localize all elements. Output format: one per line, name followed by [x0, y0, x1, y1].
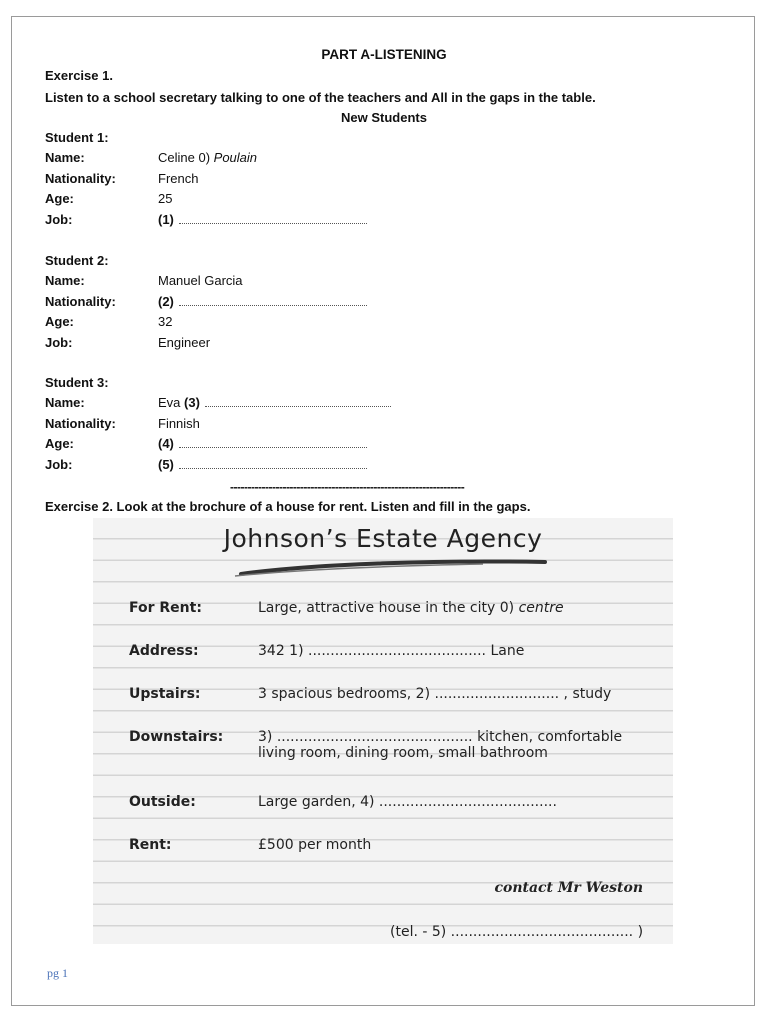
- answer-blank-field[interactable]: [179, 213, 367, 224]
- brochure-value-text: 342 1) ........................................ Lane: [258, 643, 525, 659]
- answer-blank-field[interactable]: [205, 396, 391, 407]
- field-label: Age:: [45, 314, 74, 329]
- field-value: [158, 211, 367, 229]
- brochure-value: [258, 600, 564, 616]
- student-row: [45, 435, 645, 453]
- brochure-label: Downstairs:: [129, 729, 224, 745]
- field-label: Age:: [45, 191, 74, 206]
- page-number: pg 1: [47, 966, 68, 980]
- example-answer: Poulain: [213, 150, 258, 165]
- field-value-text: Finnish: [158, 415, 200, 431]
- brochure-label: Rent:: [129, 837, 172, 853]
- brochure-title-underline: [233, 556, 553, 578]
- brochure-label: Address:: [129, 643, 199, 659]
- brochure-value: [258, 837, 371, 853]
- page-heading: PART A-LISTENING: [321, 47, 447, 62]
- field-value: [158, 170, 198, 188]
- brochure-value: [258, 643, 524, 659]
- field-label: Job:: [45, 456, 73, 472]
- student-row: [45, 394, 645, 412]
- exercise1-title: Exercise 1.: [45, 68, 113, 83]
- field-label: Name:: [45, 150, 85, 165]
- answer-blank-field[interactable]: [179, 295, 367, 306]
- field-value: [158, 313, 172, 331]
- student-row: [45, 313, 645, 331]
- student-row: [45, 272, 645, 290]
- field-value-text: Engineer: [158, 334, 211, 350]
- field-label: Name:: [45, 395, 85, 410]
- field-label: Nationality:: [45, 415, 116, 431]
- student-row: [45, 415, 645, 433]
- field-value: [158, 272, 243, 290]
- field-value: [158, 415, 200, 433]
- student-row: [45, 190, 645, 208]
- brochure-value: [258, 794, 557, 810]
- field-label: Nationality:: [45, 170, 116, 186]
- example-answer: centre: [518, 600, 564, 616]
- field-value-text: Celine 0): [158, 150, 211, 165]
- brochure-value-text: 3 spacious bedrooms, 2) ............................ , study: [258, 686, 612, 702]
- student-row: [45, 456, 645, 474]
- student-header: Student 2:: [45, 253, 109, 268]
- field-label: Job:: [45, 211, 73, 227]
- brochure-label: For Rent:: [129, 600, 202, 616]
- brochure-value-text: Large, attractive house in the city 0): [258, 600, 515, 616]
- exercise2-instruction: Exercise 2. Look at the brochure of a house for rent. Listen and fill in the gaps.: [45, 499, 531, 514]
- field-value-text: Manuel Garcia: [158, 273, 243, 288]
- answer-blank-field[interactable]: [179, 437, 367, 448]
- brochure-value-text: £500 per month: [258, 837, 372, 853]
- field-value-text: French: [158, 170, 199, 186]
- student-row: [45, 334, 645, 352]
- field-label: Name:: [45, 273, 85, 288]
- field-value-text: 32: [158, 314, 173, 329]
- field-value: [158, 435, 367, 453]
- gap-number: (5): [158, 456, 174, 472]
- brochure-value-text-2: living room, dining room, small bathroom: [258, 745, 548, 761]
- field-label: Age:: [45, 436, 74, 451]
- exercise1-instruction: Listen to a school secretary talking to one of the teachers and All in the gaps in the table.: [45, 90, 596, 105]
- field-value: [158, 456, 367, 474]
- student-header: Student 3:: [45, 375, 109, 390]
- brochure-contact: contact Mr Weston: [494, 880, 643, 896]
- field-value: [158, 394, 391, 412]
- brochure-tel: (tel. - 5) ......................................... ): [390, 924, 644, 940]
- field-value: [158, 149, 257, 167]
- brochure-value: [258, 686, 611, 702]
- field-label: Nationality:: [45, 293, 116, 309]
- student-header: Student 1:: [45, 130, 109, 145]
- table-title: New Students: [341, 110, 427, 125]
- section-separator: -------------------------------------------------------------------: [230, 480, 465, 494]
- student-row: [45, 211, 645, 229]
- brochure-label: Upstairs:: [129, 686, 201, 702]
- field-value: [158, 190, 172, 208]
- field-value: [158, 293, 367, 311]
- brochure-title: Johnson’s Estate Agency: [223, 524, 543, 553]
- student-row: [45, 149, 645, 167]
- gap-number: (4): [158, 436, 174, 451]
- brochure-label: Outside:: [129, 794, 196, 810]
- brochure-value-text: Large garden, 4) ........................................: [258, 794, 557, 810]
- student-row: [45, 170, 645, 188]
- gap-number: (2): [158, 293, 174, 309]
- gap-number: (3): [184, 395, 200, 410]
- brochure-value-text: 3) ............................................ kitchen, comfortable: [258, 729, 623, 745]
- answer-blank-field[interactable]: [179, 458, 367, 469]
- brochure-value: [258, 729, 622, 761]
- student-row: [45, 293, 645, 311]
- field-value-text: Eva: [158, 395, 181, 410]
- brochure: [93, 518, 673, 944]
- field-value-text: 25: [158, 191, 173, 206]
- field-label: Job:: [45, 334, 73, 350]
- field-value: [158, 334, 210, 352]
- gap-number: (1): [158, 211, 174, 227]
